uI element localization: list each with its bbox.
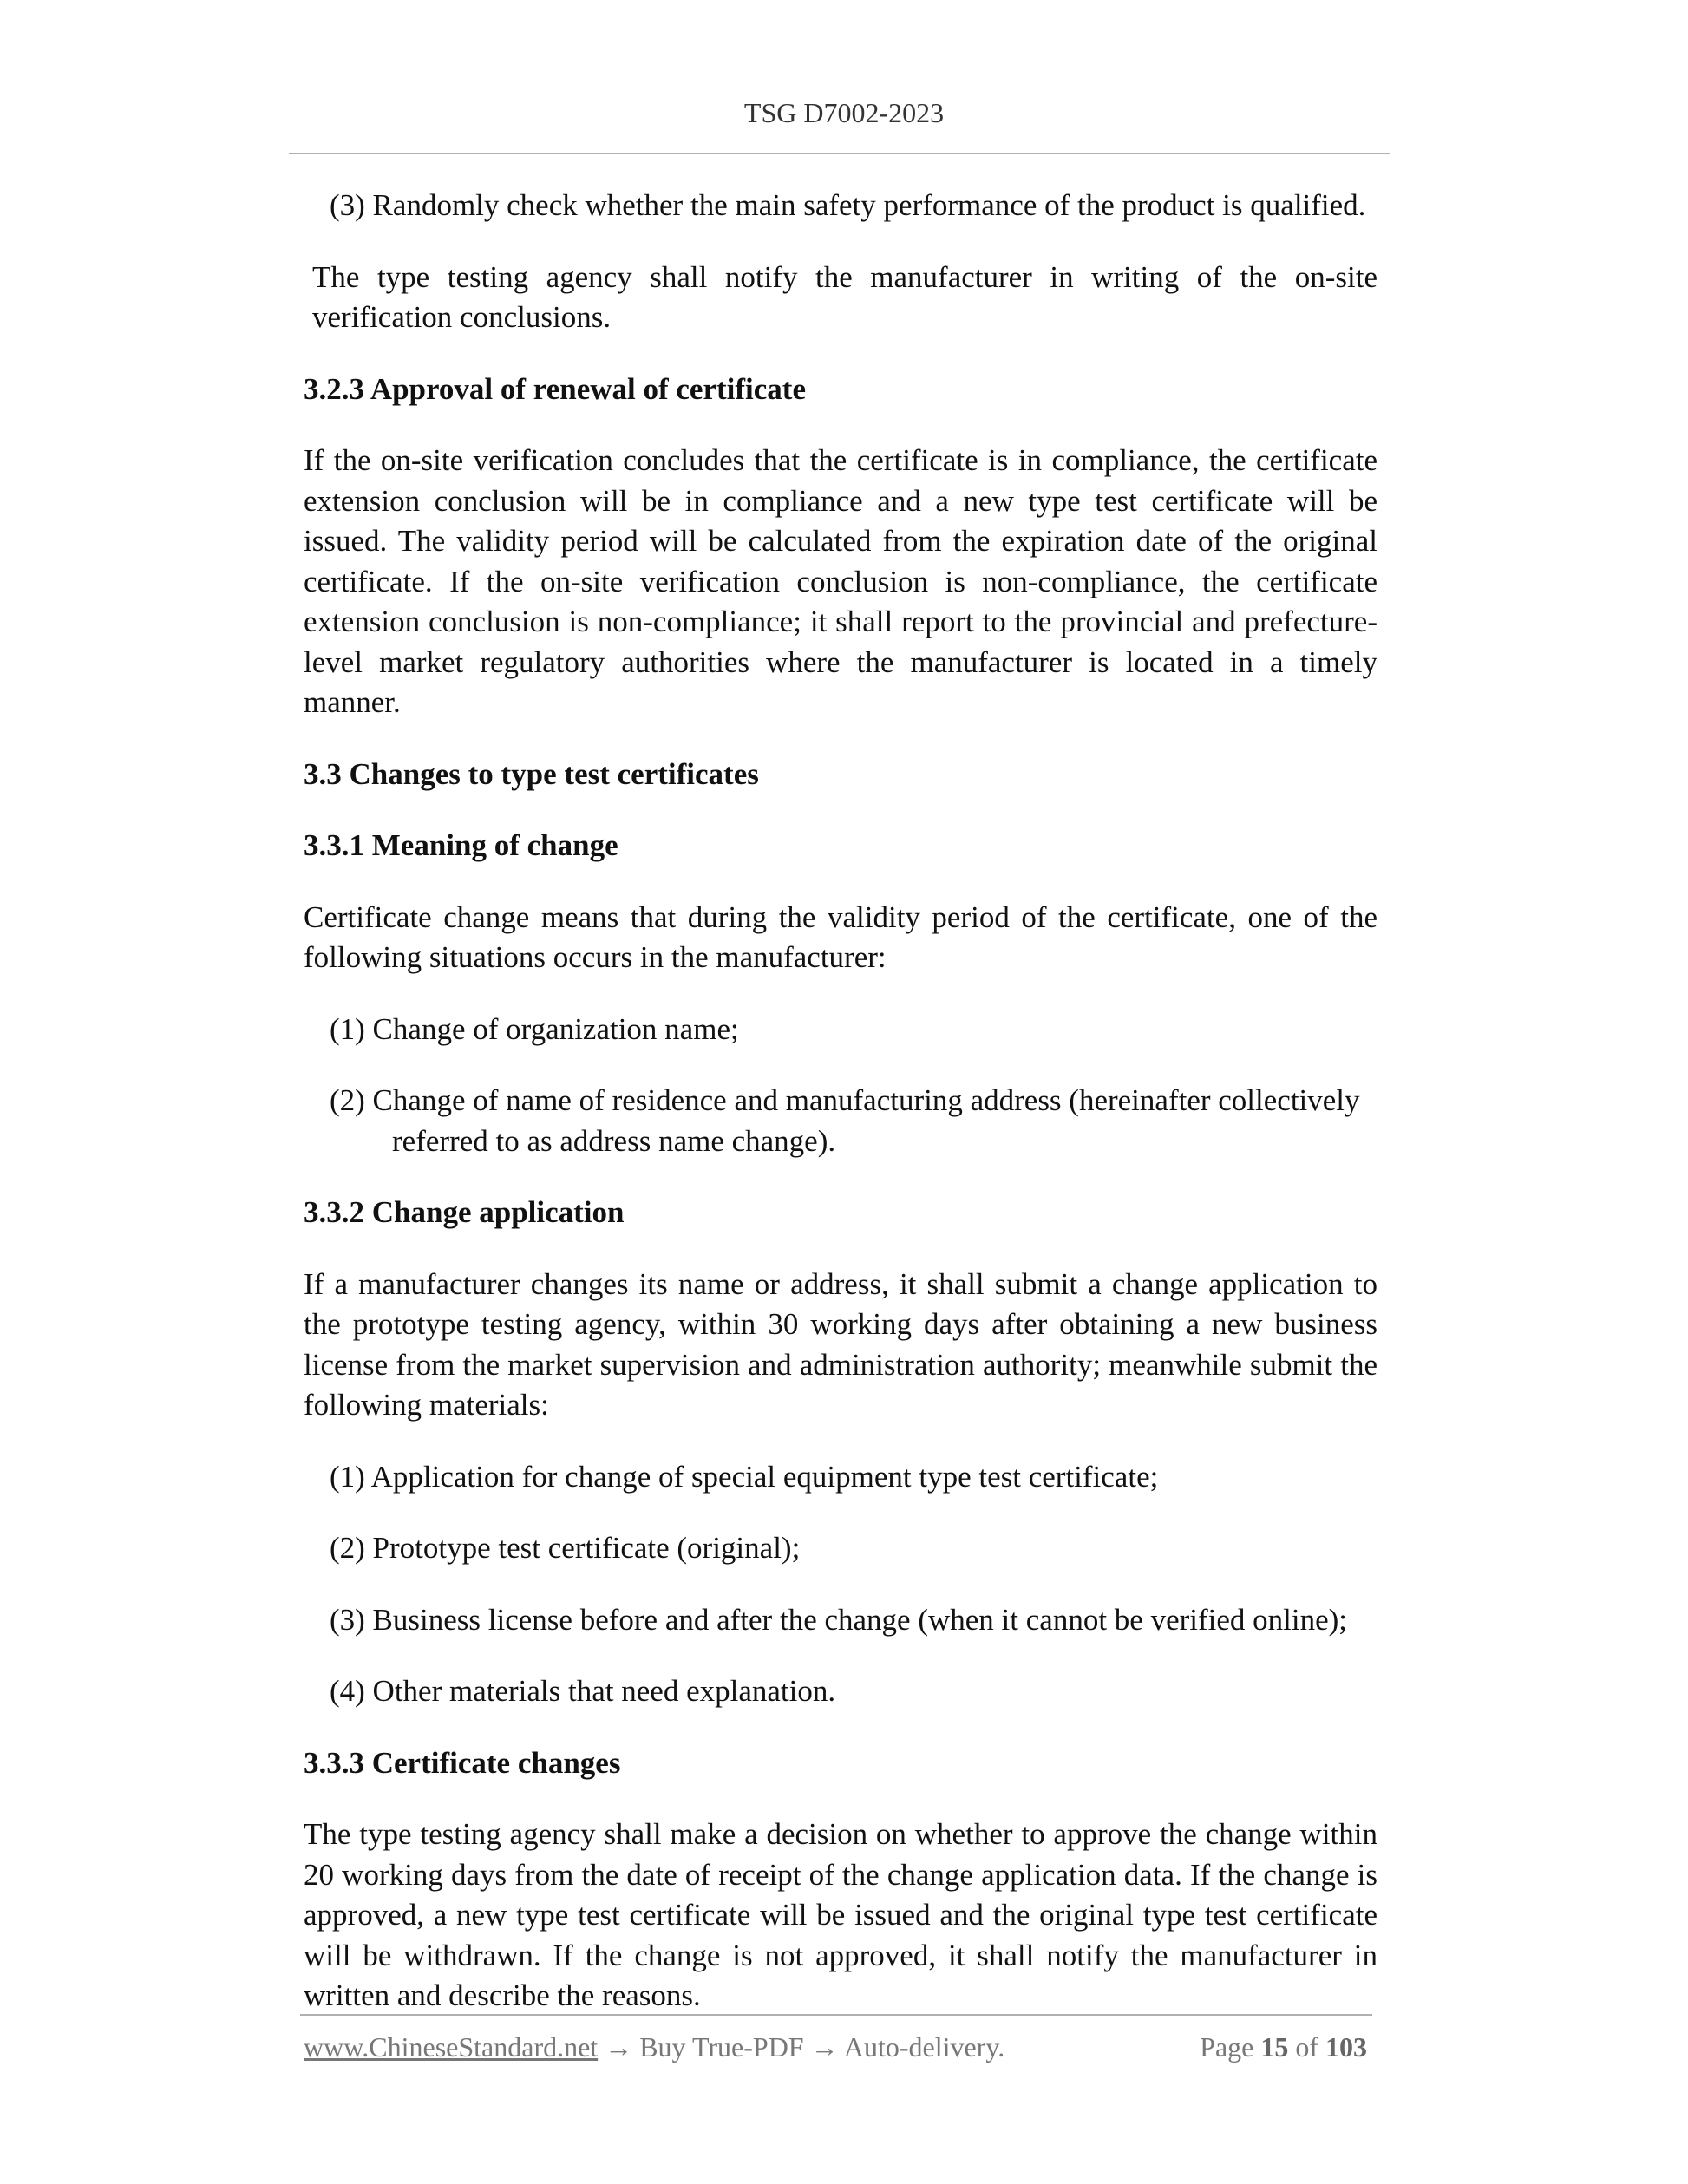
arrow-right-icon: → <box>810 2031 839 2063</box>
section-heading-3-3-1: 3.3.1 Meaning of change <box>304 828 618 862</box>
paragraph-3-3-3: The type testing agency shall make a decision on whether to approve the change within 20 working days from the date of receipt of the change application data. If the change is approved, a new type test certificate will be issued and the original type test certificate will be withdrawn. If the change is not approved, it shall notify the manufacturer in written and describe the reasons. <box>304 1817 1377 2012</box>
footer-promo <box>304 2031 1004 2063</box>
paragraph-3-2-3: If the on-site verification concludes that the certificate is in compliance, the certificate extension conclusion will be in compliance and a new type test certificate will be issued. The validity period will be calculated from the expiration date of the original certificate. If the on-site verification conclusion is non-compliance, the certificate extension conclusion is non-compliance; it shall report to the provincial and prefecture-level market regulatory authorities where the manufacturer is located in a timely manner. <box>304 443 1377 719</box>
arrow-right-icon: → <box>605 2031 633 2063</box>
paragraph-3-3-2: If a manufacturer changes its name or address, it shall submit a change application to the prototype testing agency, within 30 working days after obtaining a new business license from the market supervision and administration authority; meanwhile submit the following materials: <box>304 1266 1377 1422</box>
section-heading-3-3-2: 3.3.2 Change application <box>304 1195 625 1229</box>
page-label: Page <box>1200 2031 1254 2063</box>
page-body <box>304 186 1377 2048</box>
list-item: (2) Change of name of residence and manufacturing address (hereinafter collectively referred to as address name change). <box>330 1083 1360 1158</box>
header-divider <box>289 153 1390 154</box>
section-heading-3-2-3: 3.2.3 Approval of renewal of certificate <box>304 371 806 406</box>
section-heading-3-3-3: 3.3.3 Certificate changes <box>304 1745 621 1780</box>
page-total: 103 <box>1325 2031 1367 2063</box>
site-link[interactable]: www.ChineseStandard.net <box>304 2031 599 2063</box>
page-footer <box>304 2031 1367 2070</box>
list-item: (1) Change of organization name; <box>330 1011 739 1046</box>
footer-divider <box>300 2014 1372 2016</box>
page-header: TSG D7002-2023 <box>743 97 945 128</box>
page-current: 15 <box>1260 2031 1289 2063</box>
list-item-random-check: (3) Randomly check whether the main safety performance of the product is qualified. <box>330 188 1366 222</box>
paragraph-notify: The type testing agency shall notify the manufacturer in writing of the on-site verification conclusions. <box>312 259 1377 334</box>
page-number <box>1200 2031 1367 2063</box>
list-item: (1) Application for change of special equipment type test certificate; <box>330 1459 1159 1494</box>
of-label: of <box>1295 2031 1318 2063</box>
paragraph-3-3-1: Certificate change means that during the validity period of the certificate, one of the following situations occurs in the manufacturer: <box>304 899 1377 974</box>
buy-pdf-text: Buy True-PDF <box>639 2031 804 2063</box>
list-item: (2) Prototype test certificate (original); <box>330 1531 801 1565</box>
auto-delivery-text: Auto-delivery. <box>843 2031 1005 2063</box>
list-item: (3) Business license before and after the change (when it cannot be verified online); <box>330 1602 1348 1637</box>
list-item: (4) Other materials that need explanation. <box>330 1674 836 1708</box>
section-heading-3-3: 3.3 Changes to type test certificates <box>304 756 759 791</box>
